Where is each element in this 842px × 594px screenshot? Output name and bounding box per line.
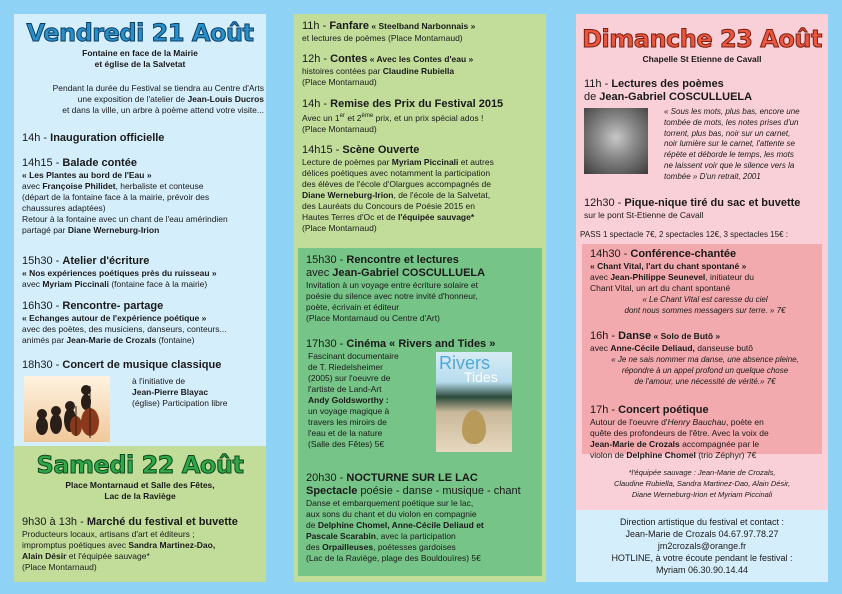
poem-quote: « Sous les mots, plus bas, encore une tombée de mots, les notes prises d'un torrent, plus bas, noir sur un carnet, noir lumière sur le carnet, l'attente se répète et déborde le temps, les mots ne laissent voir que le silence vers la tombée » D'un retrait, 2001 (664, 107, 800, 181)
friday-title: Vendredi 21 Août (26, 19, 254, 47)
saturday-location-1: Place Montarnaud et Salle des Fêtes, (65, 480, 215, 490)
author-portrait (584, 108, 648, 174)
event-saturday-20h30: 20h30 - NOCTURNE SUR LE LAC Spectacle poésie - danse - musique - chant Danse et embarquement poétique sur le lac, aux sons du chant et du violon en compagnie de Delphine Chomel, Anne-Cécile Deliaud et Pascale Scarabin, avec la participation des Orpailleuses, poétesses gardoises (Lac de la Raviège, plage des Bouldouïres) 5€ (306, 472, 521, 563)
event-sunday-14h30: 14h30 - Conférence-chantée « Chant Vital, l'art du chant spontané » avec Jean-Philippe Seunevel, initiateur du Chant Vital, un art du chant spontané « Le Chant Vital est caresse du ciel dont nous sommes messagers sur terre. » 7€ (590, 248, 786, 315)
friday-panel (14, 14, 266, 446)
friday-intro: Pendant la durée du Festival se tiendra au Centre d'Arts une exposition de l'atelier de Jean-Louis Ducros et dans la ville, un arbre à poème attend votre visite... (52, 83, 264, 115)
event-saturday-12h: 12h - Contes « Avec les Contes d'eau » histoires contées par Claudine Rubiella (Place Montarnaud) (302, 53, 474, 87)
event-friday-18h30-details: à l'initiative de Jean-Pierre Blayac (église) Participation libre (132, 376, 228, 408)
saturday-title: Samedi 22 Août (36, 451, 244, 479)
event-friday-14h: 14h - Inauguration officielle (22, 132, 165, 144)
event-saturday-14h15: 14h15 - Scène Ouverte Lecture de poèmes par Myriam Piccinali et autres délices poétiques avec notamment la participation des élèves de l'école d'Olargues accompagnés de Diane Werneburg-Irion, de l'école de la Salvetat, des Lauréats du Concours de Poésie 2015 en Hautes Terres d'Oc et de l'équipée sauvage* (Place Montarnaud) (302, 144, 494, 233)
friday-location-1: Fontaine en face de la Mairie (82, 48, 198, 58)
hotline-label: HOTLINE, à votre écoute pendant le festival : (611, 553, 793, 563)
pass-prices: PASS 1 spectacle 7€, 2 spectacles 12€, 3 spectacles 15€ : (580, 230, 788, 239)
event-saturday-14h: 14h - Remise des Prix du Festival 2015 Avec un 1er et 2ème prix, et un prix spécial ados ! (Place Montarnaud) (302, 98, 504, 134)
cat-musicians-image (24, 376, 110, 442)
event-sunday-11h: 11h - Lectures des poèmes de Jean-Gabriel COSCULLUELA (584, 78, 753, 103)
event-saturday-11h: 11h - Fanfare « Steelband Narbonnais » et lectures de poèmes (Place Montarnaud) (302, 20, 476, 43)
event-friday-15h30: 15h30 - Atelier d'écriture « Nos expériences poétiques près du ruisseau » avec Myriam Piccinali (fontaine face à la mairie) (22, 255, 217, 289)
hotline-phone: Myriam 06.30.90.14.44 (655, 565, 749, 575)
event-friday-14h15: 14h15 - Balade contée « Les Plantes au bord de l'Eau » avec Françoise Philidet, herbaliste et conteuse (départ de la fontaine face à la mairie, prévoir des chaussures adaptées) Retour à la fontaine avec un chant de l'eau amérindien partagé par Diane Werneburg-Irion (22, 157, 228, 235)
event-friday-18h30: 18h30 - Concert de musique classique (22, 359, 222, 371)
saturday-afternoon-panel (298, 248, 542, 576)
event-friday-16h30: 16h30 - Rencontre- partage « Echanges autour de l'expérience poétique » avec des poètes, des musiciens, danseurs, conteurs... animés par Jean-Marie de Crozals (fontaine) (22, 300, 227, 345)
contact-heading: Direction artistique du festival et contact : (619, 517, 785, 527)
contact-email[interactable]: jm2crozals@orange.fr (657, 541, 747, 551)
sunday-panel (576, 14, 828, 224)
equipee-sauvage-note: *l'équipée sauvage : Jean-Marie de Crozals, Claudine Rubiella, Sandra Martinez-Dao, Alain Désir, Diane Werneburg-Irion et Myriam Piccinali (576, 460, 828, 510)
saturday-panel (14, 446, 266, 582)
event-sunday-17h: 17h - Concert poétique Autour de l'oeuvre d'Henry Bauchau, poète en quête des profondeurs de l'être. Avec la voix de Jean-Marie de Crozals accompagnée par le violon de Delphine Chomel (trio Zéphyr) 7€ (590, 404, 769, 460)
event-saturday-17h30: 17h30 - Cinéma « Rivers and Tides » Fascinant documentaire de T. Riedelsheimer (2005) sur l'oeuvre de l'artiste de Land-Art Andy Goldsworthy : un voyage magique à travers les miroirs de l'eau et de la nature (Salle des Fêtes) 5€ (306, 338, 496, 449)
event-saturday-15h30: 15h30 - Rencontre et lectures avec Jean-Gabriel COSCULLUELA Invitation à un voyage entre écriture solaire et poésie du silence avec notre invité d'honneur, poète, écrivain et éditeur (Place Montarnaud ou Centre d'Art) (306, 254, 486, 323)
event-sunday-12h30: 12h30 - Pique-nique tiré du sac et buvette sur le pont St-Etienne de Cavall (584, 197, 801, 220)
sunday-title: Dimanche 23 Août (582, 25, 822, 53)
sunday-location: Chapelle St Etienne de Cavall (642, 54, 762, 64)
contact-panel (576, 510, 828, 582)
saturday-location-2: Lac de la Raviège (104, 491, 176, 501)
contact-phone: Jean-Marie de Crozals 04.67.97.78.27 (625, 529, 779, 539)
event-sunday-16h: 16h - Danse « Solo de Butô » avec Anne-Cécile Deliaud, danseuse butô « Je ne sais nommer ma danse, une absence pleine, répondre à un appel profond un quelque chose de l'amour, une nécessité de vérité.» 7€ (590, 330, 799, 386)
friday-location-2: et église de la Salvetat (94, 59, 186, 69)
rivers-and-tides-poster: Rivers Tides (436, 352, 512, 452)
event-saturday-9h30: 9h30 à 13h - Marché du festival et buvette Producteurs locaux, artisans d'art et éditeurs ; impromptus poétiques avec Sandra Martinez-Dao, Alain Désir et l'équipée sauvage* (Place Montarnaud) (22, 516, 238, 572)
paid-events-panel (582, 244, 822, 460)
